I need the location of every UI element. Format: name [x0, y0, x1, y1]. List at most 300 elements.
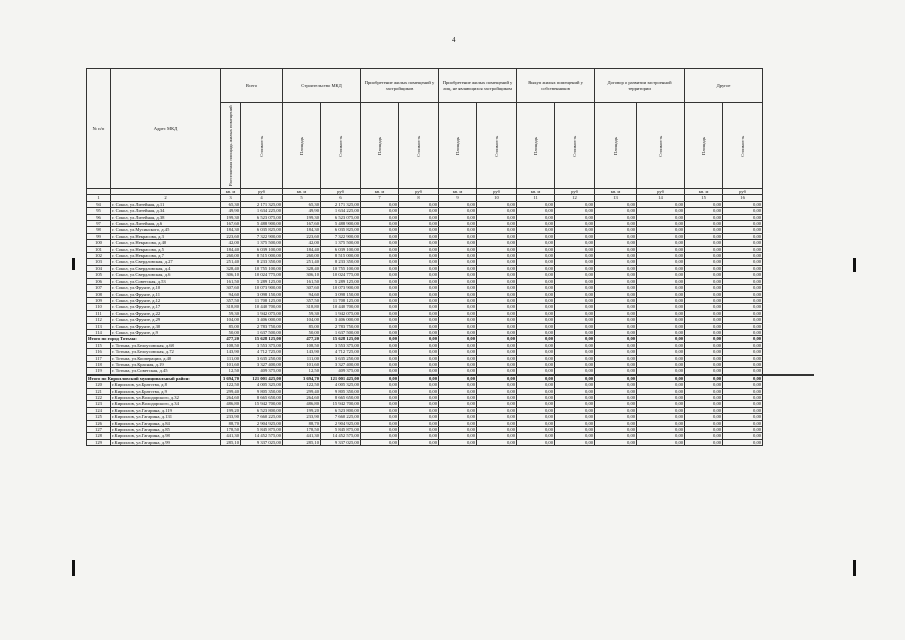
zero-cell: 0,00 — [517, 382, 555, 388]
area-cell: 50,00 — [283, 329, 321, 335]
zero-cell: 0,00 — [555, 407, 595, 413]
zero-cell: 0,00 — [723, 259, 763, 265]
cost-cell: 1 942 075,00 — [241, 310, 283, 316]
zero-cell: 0,00 — [637, 214, 685, 220]
header-dogovor: Договор о развитии застроенной территории — [595, 69, 685, 103]
row-number: 112 — [87, 317, 111, 323]
area-cell: 42,00 — [283, 240, 321, 246]
area-cell: 306,10 — [283, 272, 321, 278]
zero-cell: 0,00 — [399, 259, 439, 265]
cost-cell: 1 375 500,00 — [241, 240, 283, 246]
empty-cell — [788, 374, 813, 375]
zero-cell: 0,00 — [595, 208, 637, 214]
area-cell: 104,00 — [221, 317, 241, 323]
cost-cell: 11 708 125,00 — [241, 297, 283, 303]
page-number: 4 — [452, 36, 456, 44]
cost-cell: 10 024 775,00 — [241, 272, 283, 278]
column-number: 14 — [637, 195, 685, 201]
zero-cell: 0,00 — [723, 361, 763, 367]
header-vsego: Всего — [221, 69, 283, 103]
column-number: 15 — [685, 195, 723, 201]
area-cell: 486,80 — [283, 401, 321, 407]
cost-cell: 1 634 225,00 — [321, 208, 361, 214]
unit-unit_area: кв. м — [361, 189, 399, 195]
housing-table — [86, 68, 814, 446]
row-number: 115 — [87, 342, 111, 348]
zero-cell: 0,00 — [517, 375, 555, 381]
zero-cell: 0,00 — [555, 310, 595, 316]
row-number: 113 — [87, 323, 111, 329]
scan-edge-mark — [853, 560, 856, 576]
address-cell: г. Тотьма, ул.Белоусовская, д.72 — [111, 349, 221, 355]
zero-cell: 0,00 — [361, 201, 399, 207]
zero-cell: 0,00 — [723, 265, 763, 271]
zero-cell: 0,00 — [517, 208, 555, 214]
zero-cell: 0,00 — [517, 310, 555, 316]
zero-cell: 0,00 — [399, 233, 439, 239]
area-cell: 307,60 — [283, 285, 321, 291]
unit-unit_rub: руб — [321, 189, 361, 195]
zero-cell: 0,00 — [439, 355, 477, 361]
zero-cell: 0,00 — [723, 407, 763, 413]
zero-cell: 0,00 — [637, 395, 685, 401]
zero-cell: 0,00 — [399, 214, 439, 220]
zero-cell: 0,00 — [517, 342, 555, 348]
zero-cell: 0,00 — [685, 310, 723, 316]
zero-cell: 0,00 — [723, 285, 763, 291]
zero-cell: 0,00 — [555, 265, 595, 271]
zero-cell: 0,00 — [555, 259, 595, 265]
zero-cell: 0,00 — [685, 368, 723, 374]
zero-cell: 0,00 — [723, 253, 763, 259]
cost-cell: 2 171 325,00 — [321, 201, 361, 207]
zero-cell: 0,00 — [477, 310, 517, 316]
zero-cell: 0,00 — [555, 304, 595, 310]
zero-cell: 0,00 — [361, 233, 399, 239]
area-cell: 94,60 — [283, 291, 321, 297]
zero-cell: 0,00 — [723, 208, 763, 214]
zero-cell: 0,00 — [439, 395, 477, 401]
zero-cell: 0,00 — [517, 259, 555, 265]
area-cell: 178,50 — [283, 427, 321, 433]
zero-cell: 0,00 — [399, 317, 439, 323]
zero-cell: 0,00 — [595, 388, 637, 394]
cost-cell: 8 515 000,00 — [321, 253, 361, 259]
zero-cell: 0,00 — [685, 214, 723, 220]
zero-cell: 0,00 — [517, 349, 555, 355]
zero-cell: 0,00 — [439, 323, 477, 329]
cost-cell: 9 805 350,00 — [241, 388, 283, 394]
zero-cell: 0,00 — [637, 259, 685, 265]
zero-cell: 0,00 — [595, 265, 637, 271]
zero-cell: 0,00 — [361, 349, 399, 355]
address-cell: г. Сокол, ул.Свердловская, д.6 — [111, 272, 221, 278]
zero-cell: 0,00 — [477, 336, 517, 342]
zero-cell: 0,00 — [685, 278, 723, 284]
unit-unit_area: кв. м — [283, 189, 321, 195]
zero-cell: 0,00 — [399, 304, 439, 310]
row-number: 105 — [87, 272, 111, 278]
zero-cell: 0,00 — [477, 368, 517, 374]
zero-cell: 0,00 — [595, 427, 637, 433]
zero-cell: 0,00 — [399, 361, 439, 367]
column-number: 2 — [111, 195, 221, 201]
zero-cell: 0,00 — [517, 368, 555, 374]
zero-cell: 0,00 — [595, 214, 637, 220]
zero-cell: 0,00 — [361, 395, 399, 401]
zero-cell: 0,00 — [685, 401, 723, 407]
cost-cell: 10 440 700,00 — [241, 304, 283, 310]
zero-cell: 0,00 — [439, 221, 477, 227]
zero-cell: 0,00 — [399, 342, 439, 348]
zero-cell: 0,00 — [439, 272, 477, 278]
area-cell: 161,50 — [283, 278, 321, 284]
cost-cell: 3 098 150,00 — [241, 291, 283, 297]
cost-cell: 3 635 250,00 — [241, 355, 283, 361]
area-cell: 12,50 — [283, 368, 321, 374]
zero-cell: 0,00 — [555, 201, 595, 207]
zero-cell: 0,00 — [439, 240, 477, 246]
zero-cell: 0,00 — [555, 233, 595, 239]
area-cell: 111,00 — [283, 355, 321, 361]
zero-cell: 0,00 — [637, 208, 685, 214]
zero-cell: 0,00 — [361, 265, 399, 271]
zero-cell: 0,00 — [723, 227, 763, 233]
zero-cell: 0,00 — [439, 291, 477, 297]
zero-cell: 0,00 — [595, 382, 637, 388]
area-cell: 85,00 — [283, 323, 321, 329]
area-cell: 88,70 — [283, 420, 321, 426]
zero-cell: 0,00 — [637, 246, 685, 252]
zero-cell: 0,00 — [555, 361, 595, 367]
zero-cell: 0,00 — [517, 323, 555, 329]
zero-cell: 0,00 — [555, 291, 595, 297]
zero-cell: 0,00 — [477, 297, 517, 303]
zero-cell: 0,00 — [361, 375, 399, 381]
zero-cell: 0,00 — [477, 342, 517, 348]
zero-cell: 0,00 — [555, 336, 595, 342]
zero-cell: 0,00 — [555, 395, 595, 401]
area-cell: 199,30 — [283, 214, 321, 220]
zero-cell: 0,00 — [595, 272, 637, 278]
area-cell: 318,80 — [221, 304, 241, 310]
zero-cell: 0,00 — [723, 420, 763, 426]
zero-cell: 0,00 — [723, 278, 763, 284]
zero-cell: 0,00 — [723, 201, 763, 207]
zero-cell: 0,00 — [637, 439, 685, 445]
zero-cell: 0,00 — [637, 297, 685, 303]
total-label: Итого по город Тотьма: — [87, 336, 221, 342]
zero-cell: 0,00 — [723, 375, 763, 381]
zero-cell: 0,00 — [723, 388, 763, 394]
zero-cell: 0,00 — [637, 336, 685, 342]
row-number: 100 — [87, 240, 111, 246]
zero-cell: 0,00 — [439, 201, 477, 207]
zero-cell: 0,00 — [637, 375, 685, 381]
zero-cell: 0,00 — [637, 407, 685, 413]
cost-cell: 3 327 400,00 — [241, 361, 283, 367]
address-cell: г. Сокол, ул.Мусинского, д.45 — [111, 227, 221, 233]
zero-cell: 0,00 — [517, 272, 555, 278]
address-cell: г. Сокол, ул.Советская, д.53 — [111, 278, 221, 284]
zero-cell: 0,00 — [685, 407, 723, 413]
zero-cell: 0,00 — [361, 420, 399, 426]
zero-cell: 0,00 — [399, 407, 439, 413]
zero-cell: 0,00 — [685, 382, 723, 388]
area-cell: 3 694,70 — [221, 375, 241, 381]
zero-cell: 0,00 — [439, 401, 477, 407]
column-number: 12 — [555, 195, 595, 201]
zero-cell: 0,00 — [399, 265, 439, 271]
zero-cell: 0,00 — [399, 368, 439, 374]
address-cell: г. Сокол, ул.Фрунзе, д.17 — [111, 304, 221, 310]
area-cell: 357,50 — [221, 297, 241, 303]
zero-cell: 0,00 — [361, 240, 399, 246]
address-cell: г. Сокол, ул.Некрасова, д.7 — [111, 253, 221, 259]
zero-cell: 0,00 — [517, 304, 555, 310]
cost-cell: 5 289 125,00 — [321, 278, 361, 284]
zero-cell: 0,00 — [555, 272, 595, 278]
zero-cell: 0,00 — [477, 407, 517, 413]
row-number: 122 — [87, 395, 111, 401]
row-number: 123 — [87, 401, 111, 407]
zero-cell: 0,00 — [517, 214, 555, 220]
zero-cell: 0,00 — [477, 285, 517, 291]
zero-cell: 0,00 — [595, 227, 637, 233]
unit-unit_area: кв. м — [221, 189, 241, 195]
zero-cell: 0,00 — [723, 439, 763, 445]
area-cell: 184,30 — [283, 227, 321, 233]
zero-cell: 0,00 — [439, 433, 477, 439]
cost-cell: 10 755 100,00 — [321, 265, 361, 271]
zero-cell: 0,00 — [685, 433, 723, 439]
zero-cell: 0,00 — [399, 240, 439, 246]
zero-cell: 0,00 — [517, 329, 555, 335]
table-row — [87, 439, 814, 445]
area-cell: 184,40 — [283, 246, 321, 252]
area-cell: 49,90 — [221, 208, 241, 214]
cost-cell: 9 805 350,00 — [321, 388, 361, 394]
zero-cell: 0,00 — [685, 240, 723, 246]
address-cell: г.Кириллов, ул.Гагарина, д.99 — [111, 439, 221, 445]
row-number: 127 — [87, 427, 111, 433]
row-number: 99 — [87, 233, 111, 239]
zero-cell: 0,00 — [399, 297, 439, 303]
area-cell: 178,50 — [221, 427, 241, 433]
zero-cell: 0,00 — [595, 433, 637, 439]
cost-cell: 6 039 100,00 — [241, 246, 283, 252]
zero-cell: 0,00 — [399, 336, 439, 342]
zero-cell: 0,00 — [685, 395, 723, 401]
zero-cell: 0,00 — [361, 310, 399, 316]
zero-cell: 0,00 — [399, 349, 439, 355]
cost-cell: 14 452 575,00 — [321, 433, 361, 439]
header-vykup: Выкуп жилых помещений у собственников — [517, 69, 595, 103]
zero-cell: 0,00 — [399, 246, 439, 252]
zero-cell: 0,00 — [361, 336, 399, 342]
zero-cell: 0,00 — [685, 221, 723, 227]
zero-cell: 0,00 — [477, 361, 517, 367]
row-number: 118 — [87, 361, 111, 367]
zero-cell: 0,00 — [517, 278, 555, 284]
zero-cell: 0,00 — [439, 310, 477, 316]
cost-cell: 7 322 900,00 — [241, 233, 283, 239]
cost-cell: 6 035 825,00 — [241, 227, 283, 233]
zero-cell: 0,00 — [685, 201, 723, 207]
zero-cell: 0,00 — [361, 388, 399, 394]
cost-cell: 15 942 700,00 — [321, 401, 361, 407]
zero-cell: 0,00 — [439, 336, 477, 342]
cost-cell: 4 005 325,00 — [321, 382, 361, 388]
address-cell: г. Сокол, ул.Литейная, д.11 — [111, 201, 221, 207]
area-cell: 122,50 — [221, 382, 241, 388]
header-address: Адрес МКД — [111, 69, 221, 189]
header-no: № п/п — [87, 69, 111, 189]
zero-cell: 0,00 — [517, 253, 555, 259]
area-cell: 199,20 — [221, 407, 241, 413]
zero-cell: 0,00 — [439, 342, 477, 348]
subheader-stoimost: Стоимость — [723, 103, 763, 189]
area-cell: 85,00 — [221, 323, 241, 329]
address-cell: г. Тотьма, ул.Красная, д.19 — [111, 361, 221, 367]
zero-cell: 0,00 — [595, 361, 637, 367]
zero-cell: 0,00 — [361, 433, 399, 439]
zero-cell: 0,00 — [637, 272, 685, 278]
zero-cell: 0,00 — [439, 304, 477, 310]
area-cell: 3 694,70 — [283, 375, 321, 381]
zero-cell: 0,00 — [439, 349, 477, 355]
area-cell: 285,10 — [283, 439, 321, 445]
zero-cell: 0,00 — [595, 329, 637, 335]
zero-cell: 0,00 — [555, 323, 595, 329]
zero-cell: 0,00 — [723, 291, 763, 297]
address-cell: г. Сокол, ул.Литейная, д.6 — [111, 221, 221, 227]
area-cell: 184,30 — [221, 227, 241, 233]
column-number: 3 — [221, 195, 241, 201]
zero-cell: 0,00 — [361, 214, 399, 220]
row-number: 119 — [87, 368, 111, 374]
zero-cell: 0,00 — [723, 317, 763, 323]
cost-cell: 2 904 925,00 — [321, 420, 361, 426]
cost-cell: 10 073 900,00 — [321, 285, 361, 291]
zero-cell: 0,00 — [595, 323, 637, 329]
zero-cell: 0,00 — [477, 201, 517, 207]
area-cell: 307,60 — [221, 285, 241, 291]
cost-cell: 7 660 225,00 — [241, 414, 283, 420]
zero-cell: 0,00 — [637, 433, 685, 439]
zero-cell: 0,00 — [439, 388, 477, 394]
zero-cell: 0,00 — [361, 382, 399, 388]
zero-cell: 0,00 — [517, 336, 555, 342]
zero-cell: 0,00 — [399, 208, 439, 214]
area-cell: 111,00 — [221, 355, 241, 361]
cost-cell: 409 375,00 — [321, 368, 361, 374]
cost-cell: 3 327 400,00 — [321, 361, 361, 367]
row-number: 96 — [87, 214, 111, 220]
zero-cell: 0,00 — [637, 361, 685, 367]
zero-cell: 0,00 — [399, 285, 439, 291]
zero-cell: 0,00 — [595, 304, 637, 310]
subheader-stoimost: Стоимость — [477, 103, 517, 189]
zero-cell: 0,00 — [361, 427, 399, 433]
zero-cell: 0,00 — [555, 285, 595, 291]
zero-cell: 0,00 — [477, 323, 517, 329]
area-cell: 357,50 — [283, 297, 321, 303]
row-number: 114 — [87, 329, 111, 335]
zero-cell: 0,00 — [439, 278, 477, 284]
zero-cell: 0,00 — [361, 401, 399, 407]
zero-cell: 0,00 — [555, 349, 595, 355]
area-cell: 251,40 — [283, 259, 321, 265]
subheader-ploshad: Площадь — [283, 103, 321, 189]
zero-cell: 0,00 — [399, 414, 439, 420]
zero-cell: 0,00 — [723, 246, 763, 252]
subheader-rasselyaemaya: Расселяемая площадь жилых помещений — [221, 103, 241, 189]
zero-cell: 0,00 — [399, 375, 439, 381]
zero-cell: 0,00 — [595, 221, 637, 227]
address-cell: г.Кириллов, ул.Гагарина, д.98 — [111, 433, 221, 439]
area-cell: 264,60 — [221, 395, 241, 401]
cost-cell: 6 523 075,00 — [241, 214, 283, 220]
cost-cell: 5 845 875,00 — [321, 427, 361, 433]
area-cell: 233,90 — [283, 414, 321, 420]
zero-cell: 0,00 — [361, 439, 399, 445]
row-number: 125 — [87, 414, 111, 420]
row-number: 104 — [87, 265, 111, 271]
zero-cell: 0,00 — [399, 291, 439, 297]
zero-cell: 0,00 — [685, 208, 723, 214]
zero-cell: 0,00 — [477, 388, 517, 394]
zero-cell: 0,00 — [477, 233, 517, 239]
address-cell: г. Сокол, ул.Фрунзе, д.9 — [111, 329, 221, 335]
cost-cell: 15 628 125,00 — [241, 336, 283, 342]
zero-cell: 0,00 — [361, 342, 399, 348]
column-number: 8 — [399, 195, 439, 201]
zero-cell: 0,00 — [637, 349, 685, 355]
area-cell: 477,20 — [221, 336, 241, 342]
zero-cell: 0,00 — [477, 265, 517, 271]
subheader-stoimost: Стоимость — [241, 103, 283, 189]
zero-cell: 0,00 — [723, 382, 763, 388]
zero-cell: 0,00 — [555, 375, 595, 381]
zero-cell: 0,00 — [361, 221, 399, 227]
area-cell: 223,60 — [283, 233, 321, 239]
cost-cell: 3 098 150,00 — [321, 291, 361, 297]
cost-cell: 121 001 425,00 — [321, 375, 361, 381]
area-cell: 328,40 — [221, 265, 241, 271]
address-cell: г. Сокол, ул.Фрунзе, д.30 — [111, 323, 221, 329]
zero-cell: 0,00 — [555, 420, 595, 426]
zero-cell: 0,00 — [685, 265, 723, 271]
zero-cell: 0,00 — [517, 317, 555, 323]
zero-cell: 0,00 — [477, 414, 517, 420]
cost-cell: 8 233 350,00 — [321, 259, 361, 265]
zero-cell: 0,00 — [361, 259, 399, 265]
zero-cell: 0,00 — [723, 395, 763, 401]
area-cell: 199,20 — [283, 407, 321, 413]
row-number: 94 — [87, 201, 111, 207]
row-number: 101 — [87, 246, 111, 252]
address-cell: г. Сокол, ул.Литейная, д.38 — [111, 214, 221, 220]
zero-cell: 0,00 — [477, 278, 517, 284]
cost-cell: 5 488 900,00 — [241, 221, 283, 227]
zero-cell: 0,00 — [477, 240, 517, 246]
area-cell: 441,30 — [221, 433, 241, 439]
cost-cell: 9 337 025,00 — [241, 439, 283, 445]
total-label: Итого по Кирилловский муниципальный район: — [87, 375, 221, 381]
zero-cell: 0,00 — [439, 253, 477, 259]
zero-cell: 0,00 — [517, 233, 555, 239]
